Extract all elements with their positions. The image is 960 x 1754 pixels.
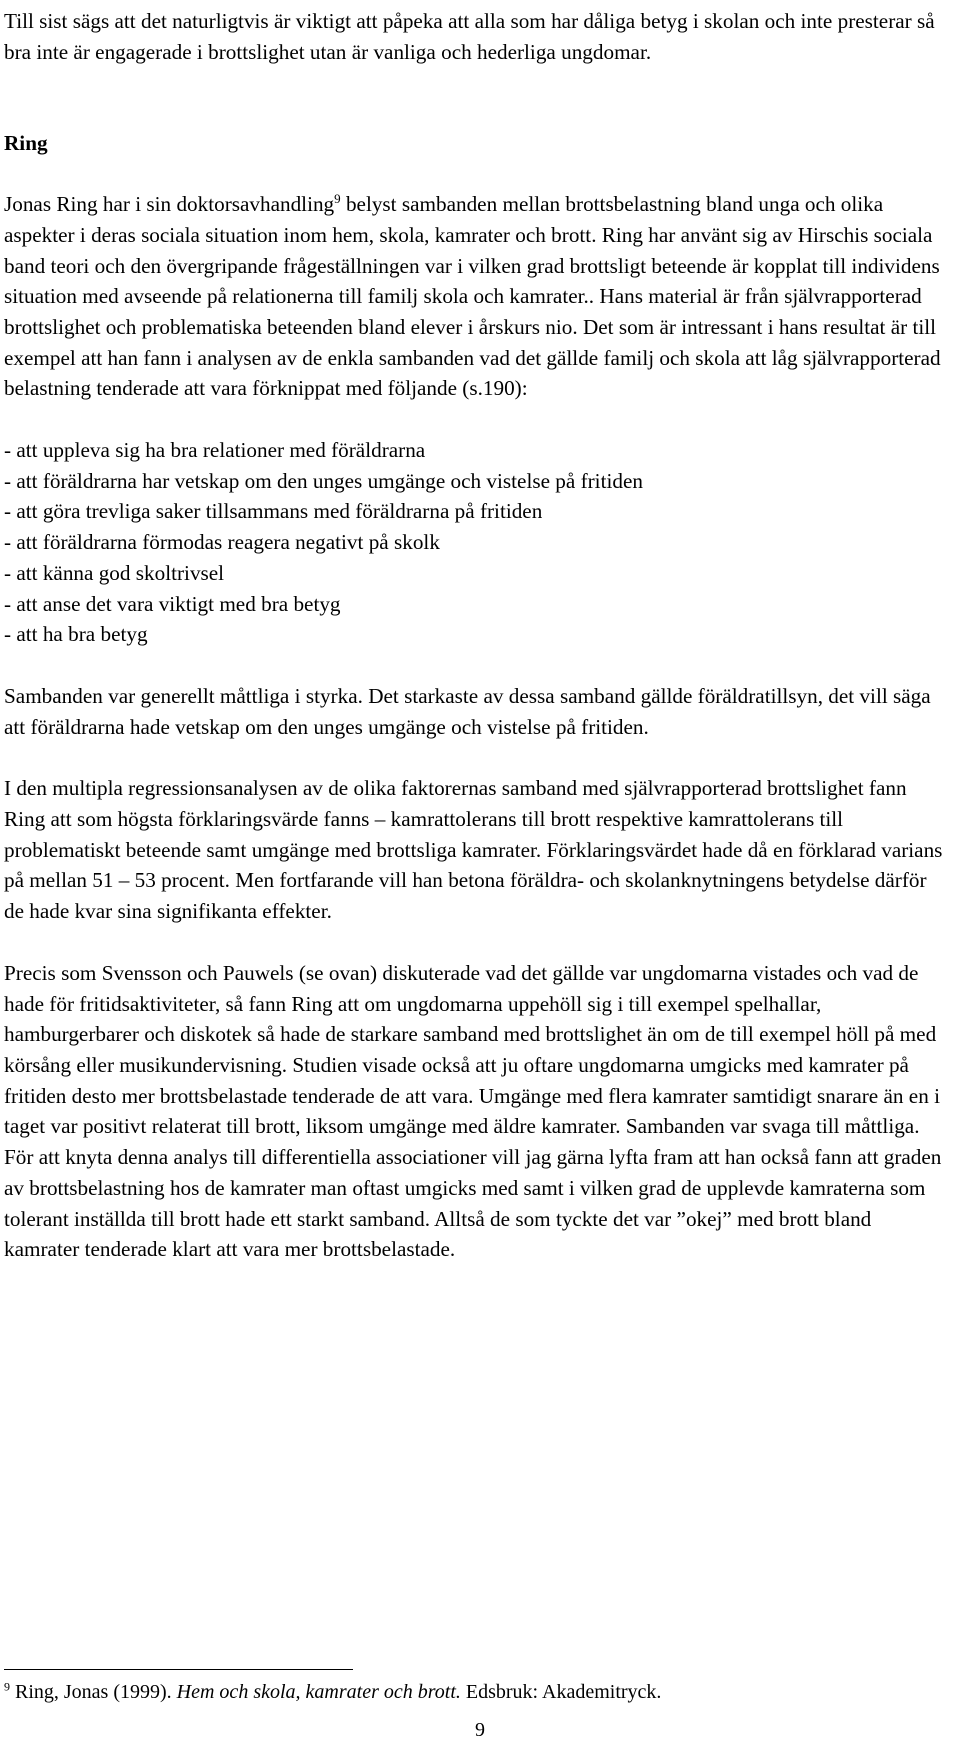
document-page — [4, 0, 944, 1296]
list-item: - att uppleva sig ha bra relationer med föräldrarna — [4, 438, 426, 463]
page-number: 9 — [475, 1719, 485, 1741]
body-paragraph-4: Precis som Svensson och Pauwels (se ovan) diskuterade vad det gällde var ungdomarna vistades och vad de hade för fritidsaktiviteter, så fann Ring att om ungdomarna uppehöll sig i till exempel spelhallar, hamburgerbarer och diskotek så hade de starkare samband med brottslighet än om de till exempel höll på med körsång eller musikundervisning. Studien visade också att ju oftare ungdomarna umgicks med kamrater på fritiden desto mer brottsbelastade tenderade de att vara. Umgänge med flera kamrater samtidigt snarare än en i taget var positivt relaterat till brott, liksom umgänge med äldre kamrater. Sambanden var svaga till måttliga. För att knyta denna analys till differentiella associationer vill jag gärna lyfta fram att han också fann att graden av brottsbelastning hos de kamrater man oftast umgicks med samt i vilken grad de upplevde kamraterna som tolerant inställda till brott hade ett starkt samband. Alltså de som tyckte det var ”okej” med brott bland kamrater tenderade klart att vara mer brottsbelastade. — [4, 960, 942, 1262]
footnote-author: Ring, Jonas (1999). — [10, 1681, 177, 1703]
section-heading: Ring — [4, 131, 48, 156]
list-item: - att föräldrarna har vetskap om den unges umgänge och vistelse på fritiden — [4, 468, 643, 493]
body-paragraph-3: I den multipla regressionsanalysen av de olika faktorernas samband med självrapporterad brottslighet fann Ring att som högsta förklaringsvärde fanns – kamrattolerans till brott respektive kamrattolerans till problematiskt beteende samt umgänge med brottsliga kamrater. Förklaringsvärdet hade då en förklarad varians på mellan 51 – 53 procent. Men fortfarande vill han betona föräldra- och skolanknytningens betydelse därför de hade kvar sina signifikanta effekter. — [4, 776, 943, 924]
list-item: - att ha bra betyg — [4, 622, 148, 647]
footnote — [4, 1679, 661, 1705]
body-paragraph-1 — [4, 189, 944, 404]
list-item: - att göra trevliga saker tillsammans med föräldrarna på fritiden — [4, 499, 543, 524]
footnote-divider — [4, 1669, 353, 1670]
footnote-title: Hem och skola, kamrater och brott. — [176, 1681, 461, 1703]
para1-text-start: Jonas Ring har i sin doktorsavhandling — [4, 192, 335, 217]
para1-text-end: belyst sambanden mellan brottsbelastning bland unga och olika aspekter i deras sociala situation inom hem, skola, kamrater och brott. Ring har använt sig av Hirschis sociala band teori och den övergripande frågeställningen var i vilken grad brottsligt beteende är kopplat till individens situation med avseende på relationerna till familj skola och kamrater.. Hans material är från självrapporterad brottslighet och problematiska beteenden bland elever i årskurs nio. Det som är intressant i hans resultat är till exempel att han fann i analysen av de enkla sambanden vad det gällde familj och skola att låg självrapporterad belastning tenderade att vara förknippat med följande (s.190): — [4, 192, 941, 401]
factor-list — [4, 435, 944, 650]
list-item: - att anse det vara viktigt med bra betyg — [4, 591, 341, 616]
list-item: - att känna god skoltrivsel — [4, 560, 225, 585]
body-paragraph-2: Sambanden var generellt måttliga i styrka. Det starkaste av dessa samband gällde föräldratillsyn, det vill säga att föräldrarna hade vetskap om den unges umgänge och vistelse på fritiden. — [4, 683, 931, 739]
footnote-reference[interactable]: 9 — [334, 191, 341, 207]
footnote-number: 9 — [4, 1679, 10, 1694]
list-item: - att föräldrarna förmodas reagera negativt på skolk — [4, 530, 440, 555]
footnote-publisher: Edsbruk: Akademitryck. — [460, 1681, 662, 1703]
intro-paragraph: Till sist sägs att det naturligtvis är viktigt att påpeka att alla som har dåliga betyg i skolan och inte presterar så bra inte är engagerade i brottslighet utan är vanliga och hederliga ungdomar. — [4, 9, 935, 64]
